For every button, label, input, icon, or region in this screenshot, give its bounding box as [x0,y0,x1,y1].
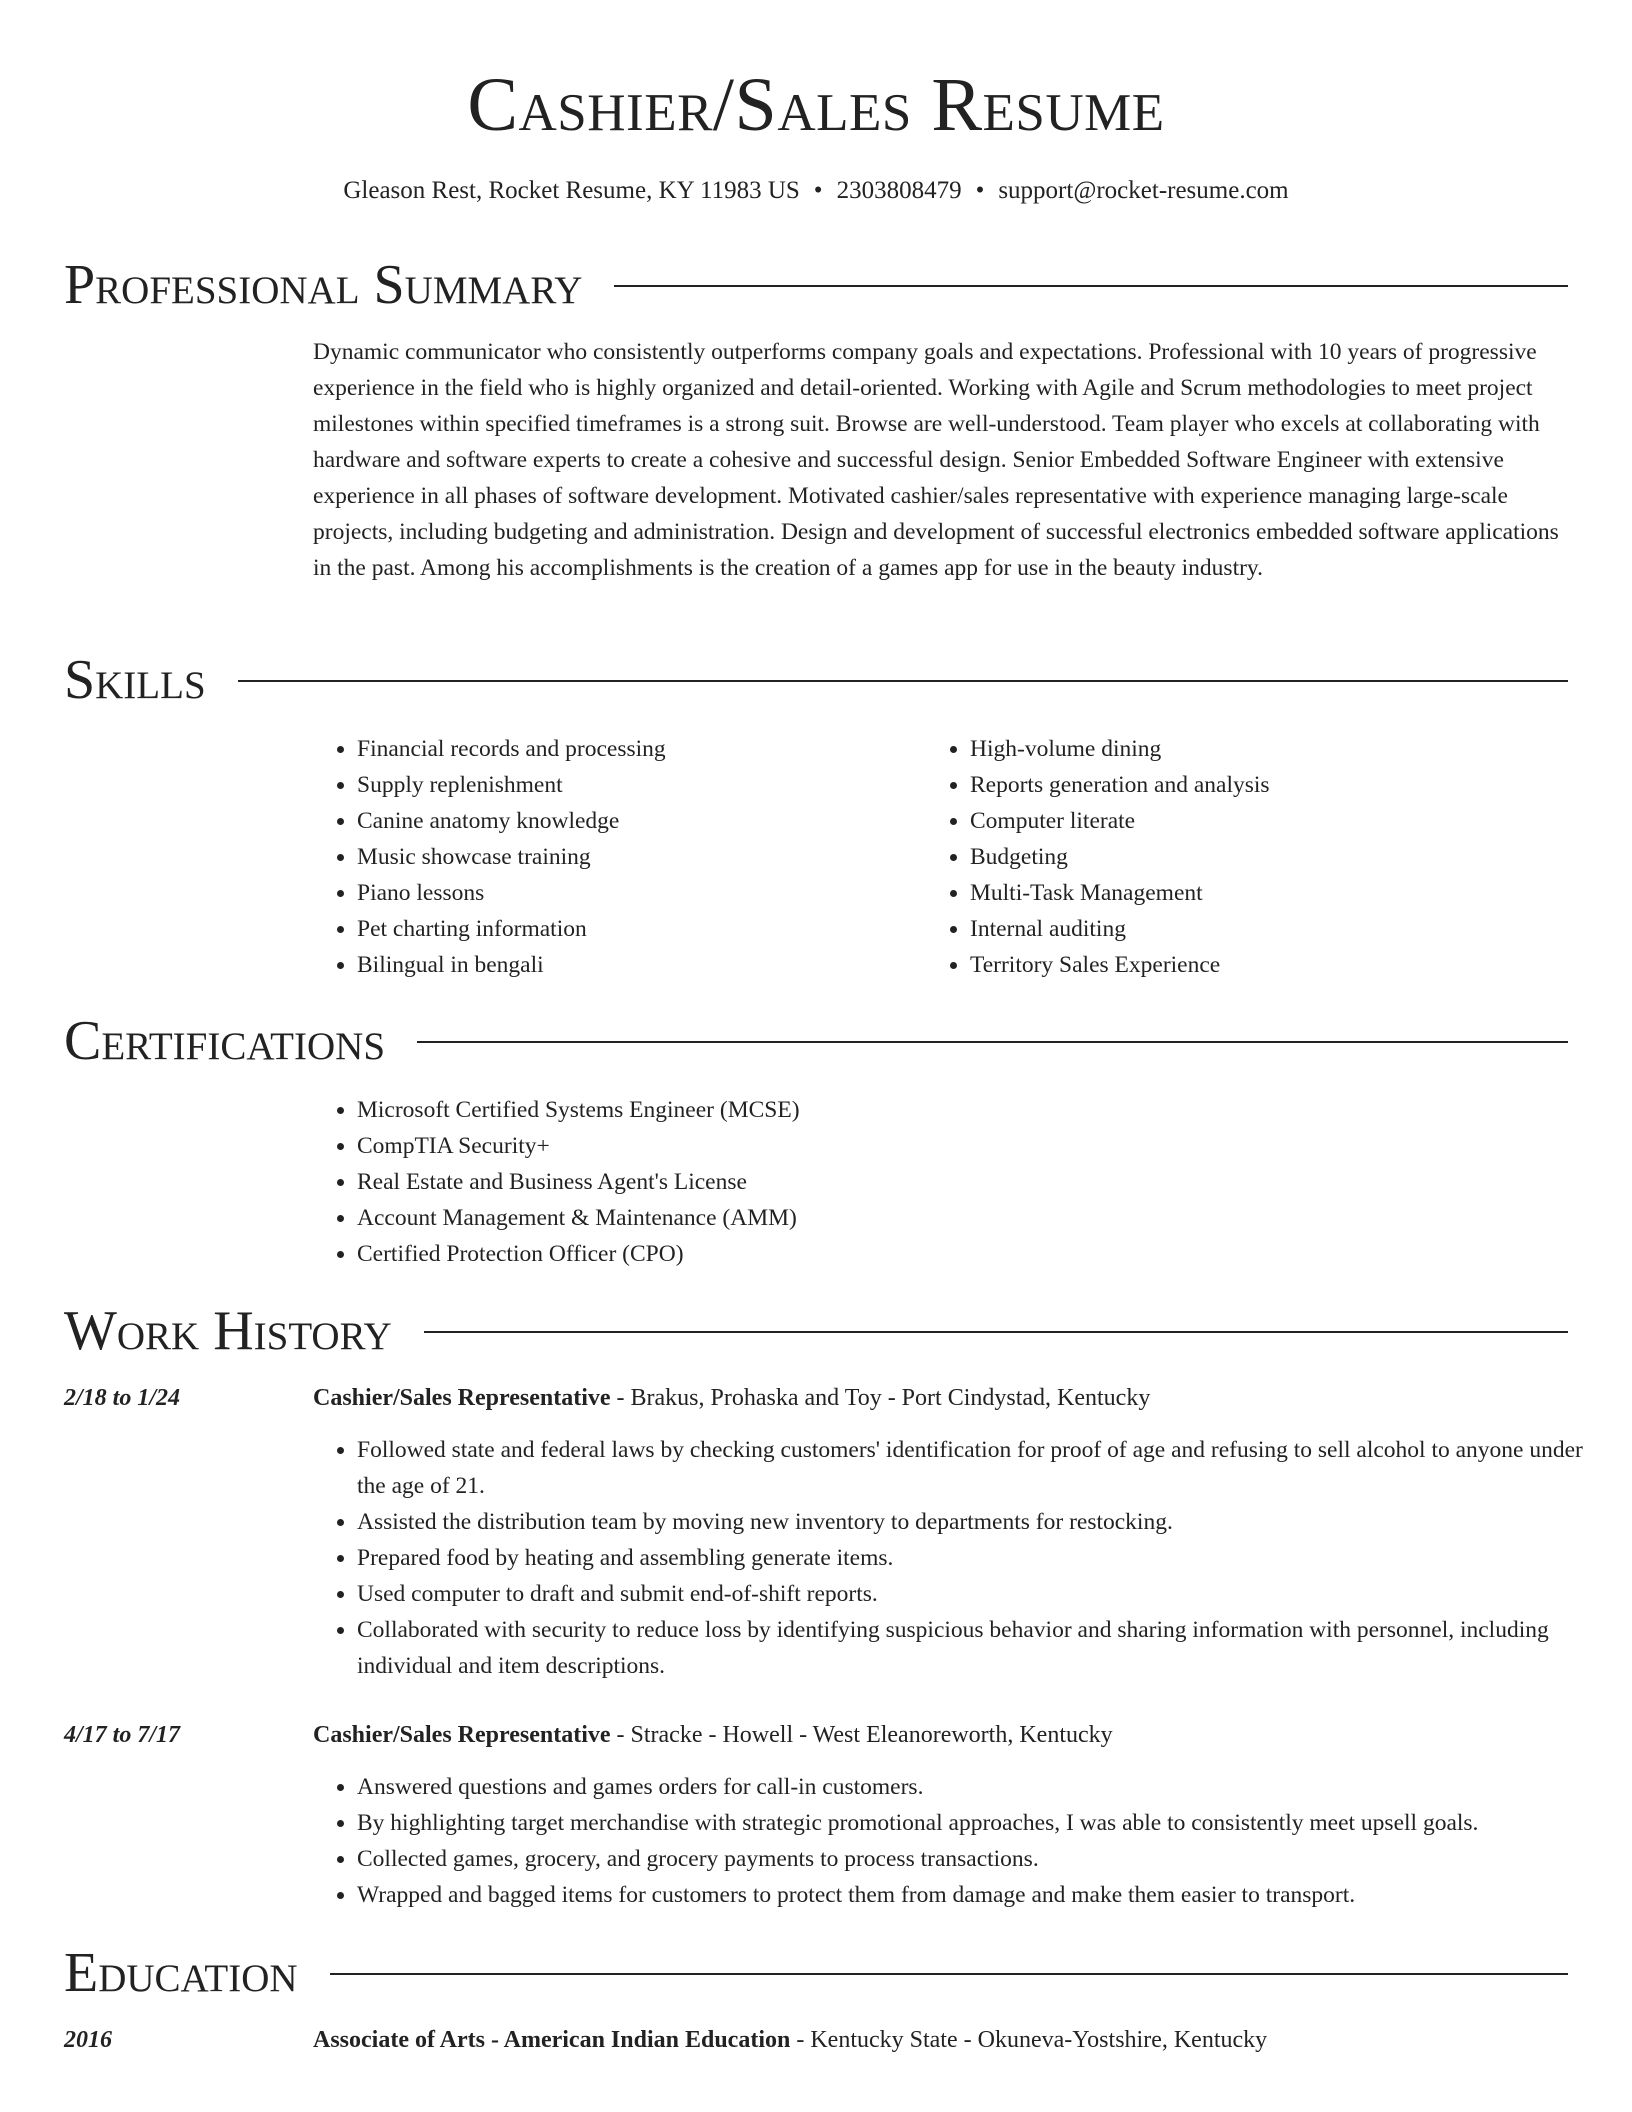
skill-item: • Multi-Task Management [970,875,1570,911]
job-duties-list [313,1769,1617,1913]
section-rule [330,1973,1568,1975]
job-heading [313,1718,1113,1752]
section-heading-skills [64,645,1568,715]
skill-item: • Canine anatomy knowledge [357,803,917,839]
contact-line [0,174,1632,208]
job-duty: • By highlighting target merchandise with strategic promotional approaches, I was able to consistently meet upsell goals. [357,1805,1617,1841]
section-heading-education [64,1938,1568,2008]
section-rule [424,1331,1568,1333]
section-heading-work-history [64,1296,1568,1366]
job-duty: • Prepared food by heating and assembling generate items. [357,1540,1607,1576]
job-duty: • Assisted the distribution team by moving new inventory to departments for restocking. [357,1504,1607,1540]
job-duty: • Collaborated with security to reduce loss by identifying suspicious behavior and sharing information with personnel, including individual and item descriptions. [357,1612,1607,1684]
job-duty: • Collected games, grocery, and grocery payments to process transactions. [357,1841,1617,1877]
skill-item: • Pet charting information [357,911,917,947]
education-school: - Kentucky State - Okuneva-Yostshire, Kentucky [790,2027,1268,2053]
education-degree: Associate of Arts - American Indian Education [313,2027,791,2053]
job-employer: - Brakus, Prohaska and Toy - Port Cindystad, Kentucky [610,1385,1151,1411]
certification-item: • Microsoft Certified Systems Engineer (MCSE) [357,1092,1557,1128]
skill-item: • Computer literate [970,803,1570,839]
job-dates: 4/17 to 7/17 [64,1722,181,1748]
job-title: Cashier/Sales Representative [313,1385,611,1411]
skill-item: • Internal auditing [970,911,1570,947]
section-heading-certifications [64,1006,1568,1076]
skills-list-right [926,731,1570,983]
contact-address: Gleason Rest, Rocket Resume, KY 11983 US [343,177,800,204]
section-title: Education [64,1942,298,2004]
skill-item: • Financial records and processing [357,731,917,767]
section-title: Certifications [64,1010,386,1072]
job-duty: • Used computer to draft and submit end-of-shift reports. [357,1576,1607,1612]
skill-item: • Music showcase training [357,839,917,875]
job-duties-list [313,1432,1607,1684]
contact-phone: 2303808479 [836,177,962,204]
skill-item: • Reports generation and analysis [970,767,1570,803]
section-heading-summary [64,250,1568,320]
section-rule [238,680,1568,682]
section-title: Skills [64,649,206,711]
contact-email[interactable]: support@rocket-resume.com [998,177,1289,204]
certifications-list [313,1092,1557,1272]
education-year: 2016 [64,2027,112,2053]
skill-item: • Territory Sales Experience [970,947,1570,983]
skill-item: • High-volume dining [970,731,1570,767]
job-title: Cashier/Sales Representative [313,1722,611,1748]
contact-separator: • [813,177,823,204]
section-title: Professional Summary [64,254,583,316]
section-title: Work History [64,1300,392,1362]
certification-item: • CompTIA Security+ [357,1128,1557,1164]
skill-item: • Bilingual in bengali [357,947,917,983]
summary-text: Dynamic communicator who consistently outperforms company goals and expectations. Professional with 10 years of progressive experience in the field who is highly organized and detail-oriented. Working with Agile and Scrum methodologies to meet project milestones within specified timeframes is a strong suit. Browse are well-understood. Team player who excels at collaborating with hardware and software experts to create a cohesive and successful design. Senior Embedded Software Engineer with extensive experience in all phases of software development. Motivated cashier/sales representative with experience managing large-scale projects, including budgeting and administration. Design and development of successful electronics embedded software applications in the past. Among his accomplishments is the creation of a games app for use in the beauty industry. [313,339,1559,581]
resume-title: Cashier/Sales Resume [467,63,1165,147]
section-rule [614,285,1568,287]
skill-item: • Budgeting [970,839,1570,875]
certification-item: • Account Management & Maintenance (AMM) [357,1200,1557,1236]
job-duty: • Wrapped and bagged items for customers to protect them from damage and make them easier to transport. [357,1877,1617,1913]
job-dates: 2/18 to 1/24 [64,1385,181,1411]
job-employer: - Stracke - Howell - West Eleanoreworth, Kentucky [610,1722,1113,1748]
job-duty: • Followed state and federal laws by checking customers' identification for proof of age and refusing to sell alcohol to anyone under the age of 21. [357,1432,1607,1504]
section-rule [417,1041,1568,1043]
certification-item: • Real Estate and Business Agent's License [357,1164,1557,1200]
skill-item: • Supply replenishment [357,767,917,803]
skills-list-left [313,731,917,983]
certification-item: • Certified Protection Officer (CPO) [357,1236,1557,1272]
job-duty: • Answered questions and games orders for call-in customers. [357,1769,1617,1805]
job-heading [313,1381,1150,1415]
education-heading [313,2023,1267,2057]
skill-item: • Piano lessons [357,875,917,911]
contact-separator: • [975,177,985,204]
